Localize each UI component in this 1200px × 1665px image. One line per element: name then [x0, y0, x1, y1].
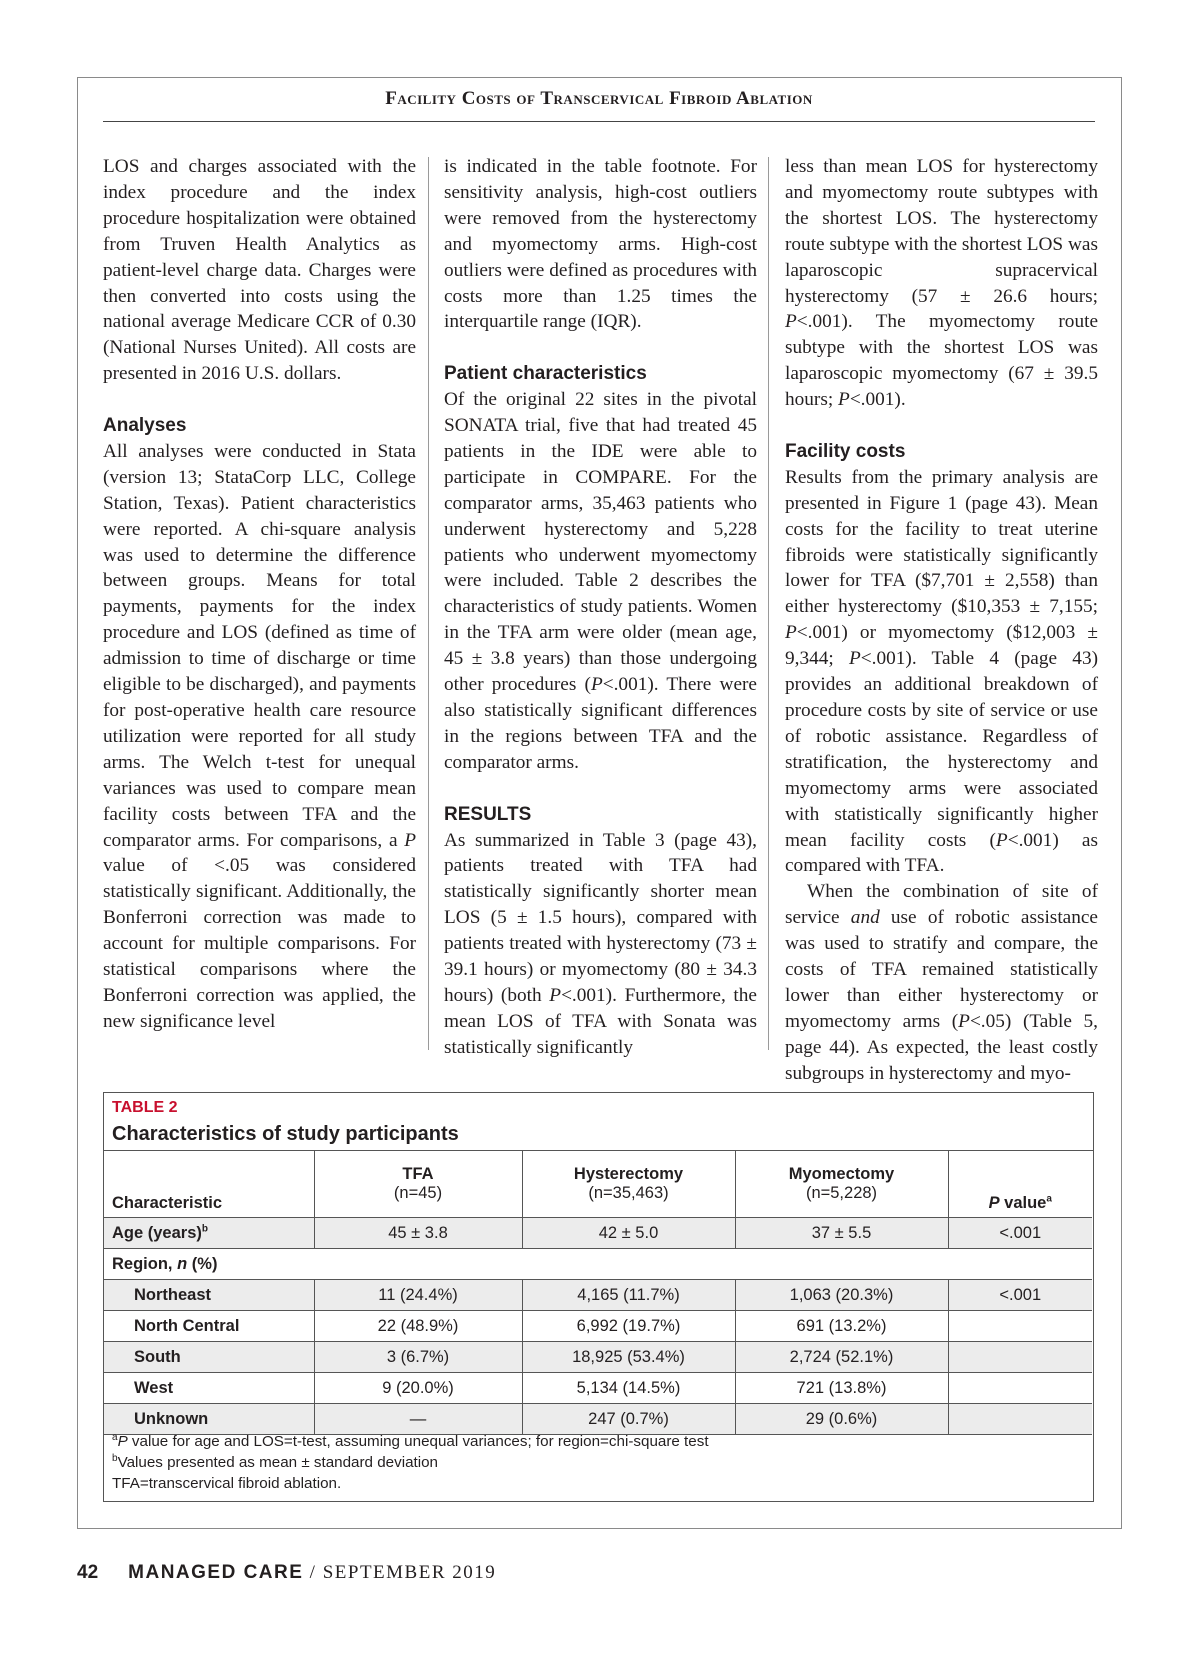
table-grid: [104, 1151, 1092, 1435]
cell-myomectomy: 2,724 (52.1%): [735, 1342, 948, 1373]
paragraph: As summarized in Table 3 (page 43), patients treated with TFA had statistically significantly shorter mean LOS (5 ± 1.5 hours), compared with patients treated with hysterectomy (73 ± 39.1 hours) or myomectomy (80 ± 34.3 hours) (both P<.001). Furthermore, the mean LOS of TFA with Sonata was statistically significantly: [444, 829, 757, 1058]
column-divider: [768, 157, 769, 1050]
table-row-region: [104, 1249, 1092, 1280]
paragraph: Results from the primary analysis are presented in Figure 1 (page 43). Mean costs for the facility to treat uterine fibroids were statistically significantly lower for TFA ($7,701 ± 2,558) than either hysterectomy ($10,353 ± 7,155; P<.001) or myomectomy ($12,003 ± 9,344; P<.001). Table 4 (page 43) provides an additional breakdown of procedure costs by site of service or use of robotic assistance. Regardless of stratification, the hysterectomy and myomectomy arms were associated with statistically significantly higher mean facility costs (P<.001) as compared with TFA.: [785, 466, 1099, 877]
text-column-3: [785, 154, 1099, 1084]
table-header-row: [104, 1151, 1092, 1218]
footnote-a: $^a$P value for age and LOS=t-test, assuming unequal variances; for region=chi-square test: [112, 1431, 709, 1450]
section-heading-facility-costs: Facility costs: [785, 440, 906, 462]
table-row: [104, 1342, 1092, 1373]
table-2: [103, 1092, 1094, 1502]
issue-date: SEPTEMBER 2019: [322, 1562, 497, 1583]
cell-hysterectomy: 5,134 (14.5%): [522, 1373, 735, 1404]
row-label: West: [104, 1373, 314, 1404]
footer-separator: /: [303, 1562, 323, 1583]
cell-tfa: 22 (48.9%): [314, 1311, 522, 1342]
cell-myomectomy: 721 (13.8%): [735, 1373, 948, 1404]
column-header-tfa: TFA (n=45): [314, 1151, 522, 1218]
cell-hysterectomy: 4,165 (11.7%): [522, 1280, 735, 1311]
column-header-myomectomy: Myomectomy (n=5,228): [735, 1151, 948, 1218]
cell-myomectomy: 691 (13.2%): [735, 1311, 948, 1342]
cell-myomectomy: 1,063 (20.3%): [735, 1280, 948, 1311]
cell-tfa: 9 (20.0%): [314, 1373, 522, 1404]
footnote-b: $^b$Values presented as mean ± standard deviation: [112, 1452, 439, 1471]
cell-p-value: [948, 1342, 1092, 1373]
cell-p-value: [948, 1373, 1092, 1404]
journal-name: MANAGED CARE: [128, 1562, 304, 1583]
cell-tfa: —: [314, 1404, 522, 1435]
cell-p-value: [948, 1311, 1092, 1342]
paragraph: less than mean LOS for hysterectomy and myomectomy route subtypes with the shortest LOS. The hysterectomy route subtype with the shortest LOS was laparoscopic supracervical hysterectomy (57 ± 26.6 hours; P<.001). The myomectomy route subtype with the shortest LOS was laparoscopic myomectomy (67 ± 39.5 hours; P<.001).: [785, 156, 1098, 411]
section-heading-patient-characteristics: Patient characteristics: [444, 363, 647, 385]
table-row: [104, 1218, 1092, 1249]
table-row: [104, 1373, 1092, 1404]
table-footnotes: [112, 1431, 709, 1494]
cell-p-value: <.001: [948, 1218, 1092, 1249]
column-header-p-value: P value$^a$: [948, 1151, 1092, 1218]
text-column-2: [444, 154, 757, 1064]
table-row: [104, 1404, 1092, 1435]
page-number: 42: [77, 1562, 99, 1583]
row-label-age: Age (years)$^b$: [104, 1218, 314, 1249]
cell-myomectomy: 29 (0.6%): [735, 1404, 948, 1435]
header-rule: [103, 121, 1095, 122]
cell-hysterectomy: 42 ± 5.0: [522, 1218, 735, 1249]
cell-hysterectomy: 247 (0.7%): [522, 1404, 735, 1435]
footnote-abbreviation: TFA=transcervical fibroid ablation.: [112, 1475, 342, 1492]
text-column-1: [103, 154, 416, 1064]
table-title: Characteristics of study participants: [112, 1123, 459, 1145]
paragraph: Of the original 22 sites in the pivotal SONATA trial, five that had treated 45 patients in the IDE were able to participate in COMPARE. For the comparator arms, 35,463 patients who underwent hysterectomy and 5,228 patients who underwent myomectomy were included. Table 2 describes the characteristics of study patients. Women in the TFA arm were older (mean age, 45 ± 3.8 years) than those undergoing other procedures (P<.001). There were also statistically significant differences in the regions between TFA and the comparator arms.: [444, 389, 757, 773]
table-row: [104, 1311, 1092, 1342]
cell-tfa: 45 ± 3.8: [314, 1218, 522, 1249]
running-head: Facility Costs of Transcervical Fibroid Ablation: [385, 88, 813, 109]
row-label: South: [104, 1342, 314, 1373]
paragraph: When the combination of site of service and use of robotic assistance was used to stratify and compare, the costs of TFA remained statistically lower than either hysterectomy or myomectomy arms (P<.05) (Table 5, page 44). As expected, the least costly subgroups in hysterectomy and myo-: [785, 881, 1098, 1084]
paragraph: All analyses were conducted in Stata (version 13; StataCorp LLC, College Station, Texas). Patient characteristics were reported. A chi-square analysis was used to determine the difference between groups. Means for total payments, payments for the index procedure and LOS (defined as time of admission to time of discharge or time eligible to be discharged), and payments for post-operative health care resource utilization were reported for all study arms. The Welch t-test for unequal variances was used to compare mean facility costs between TFA and the comparator arms. For comparisons, a P value of <.05 was considered statistically significant. Additionally, the Bonferroni correction was made to account for multiple comparisons. For statistical comparisons where the Bonferroni correction was applied, the new significance level: [103, 440, 416, 1032]
row-label: Unknown: [104, 1404, 314, 1435]
column-header-hysterectomy: Hysterectomy (n=35,463): [522, 1151, 735, 1218]
cell-p-value: [948, 1404, 1092, 1435]
cell-p-value: <.001: [948, 1280, 1092, 1311]
paragraph: LOS and charges associated with the index procedure and the index procedure hospitalization were obtained from Truven Health Analytics as patient-level charge data. Charges were then converted into costs using the national average Medicare CCR of 0.30 (National Nurses United). All costs are presented in 2016 U.S. dollars.: [103, 156, 416, 385]
paragraph: is indicated in the table footnote. For sensitivity analysis, high-cost outliers were removed from the hysterectomy and myomectomy arms. High-cost outliers were defined as procedures with costs more than 1.25 times the interquartile range (IQR).: [444, 156, 757, 333]
column-header-characteristic: Characteristic: [104, 1151, 314, 1218]
page-footer: [77, 1562, 496, 1584]
cell-hysterectomy: 6,992 (19.7%): [522, 1311, 735, 1342]
cell-hysterectomy: 18,925 (53.4%): [522, 1342, 735, 1373]
table-row: [104, 1280, 1092, 1311]
cell-tfa: 3 (6.7%): [314, 1342, 522, 1373]
table-label: TABLE 2: [112, 1099, 178, 1116]
cell-tfa: 11 (24.4%): [314, 1280, 522, 1311]
row-label: North Central: [104, 1311, 314, 1342]
cell-myomectomy: 37 ± 5.5: [735, 1218, 948, 1249]
row-label: Northeast: [104, 1280, 314, 1311]
section-heading-results: RESULTS: [444, 803, 532, 825]
column-divider: [428, 157, 429, 1050]
row-label-region: Region, n (%): [104, 1249, 1092, 1280]
section-heading-analyses: Analyses: [103, 415, 187, 437]
